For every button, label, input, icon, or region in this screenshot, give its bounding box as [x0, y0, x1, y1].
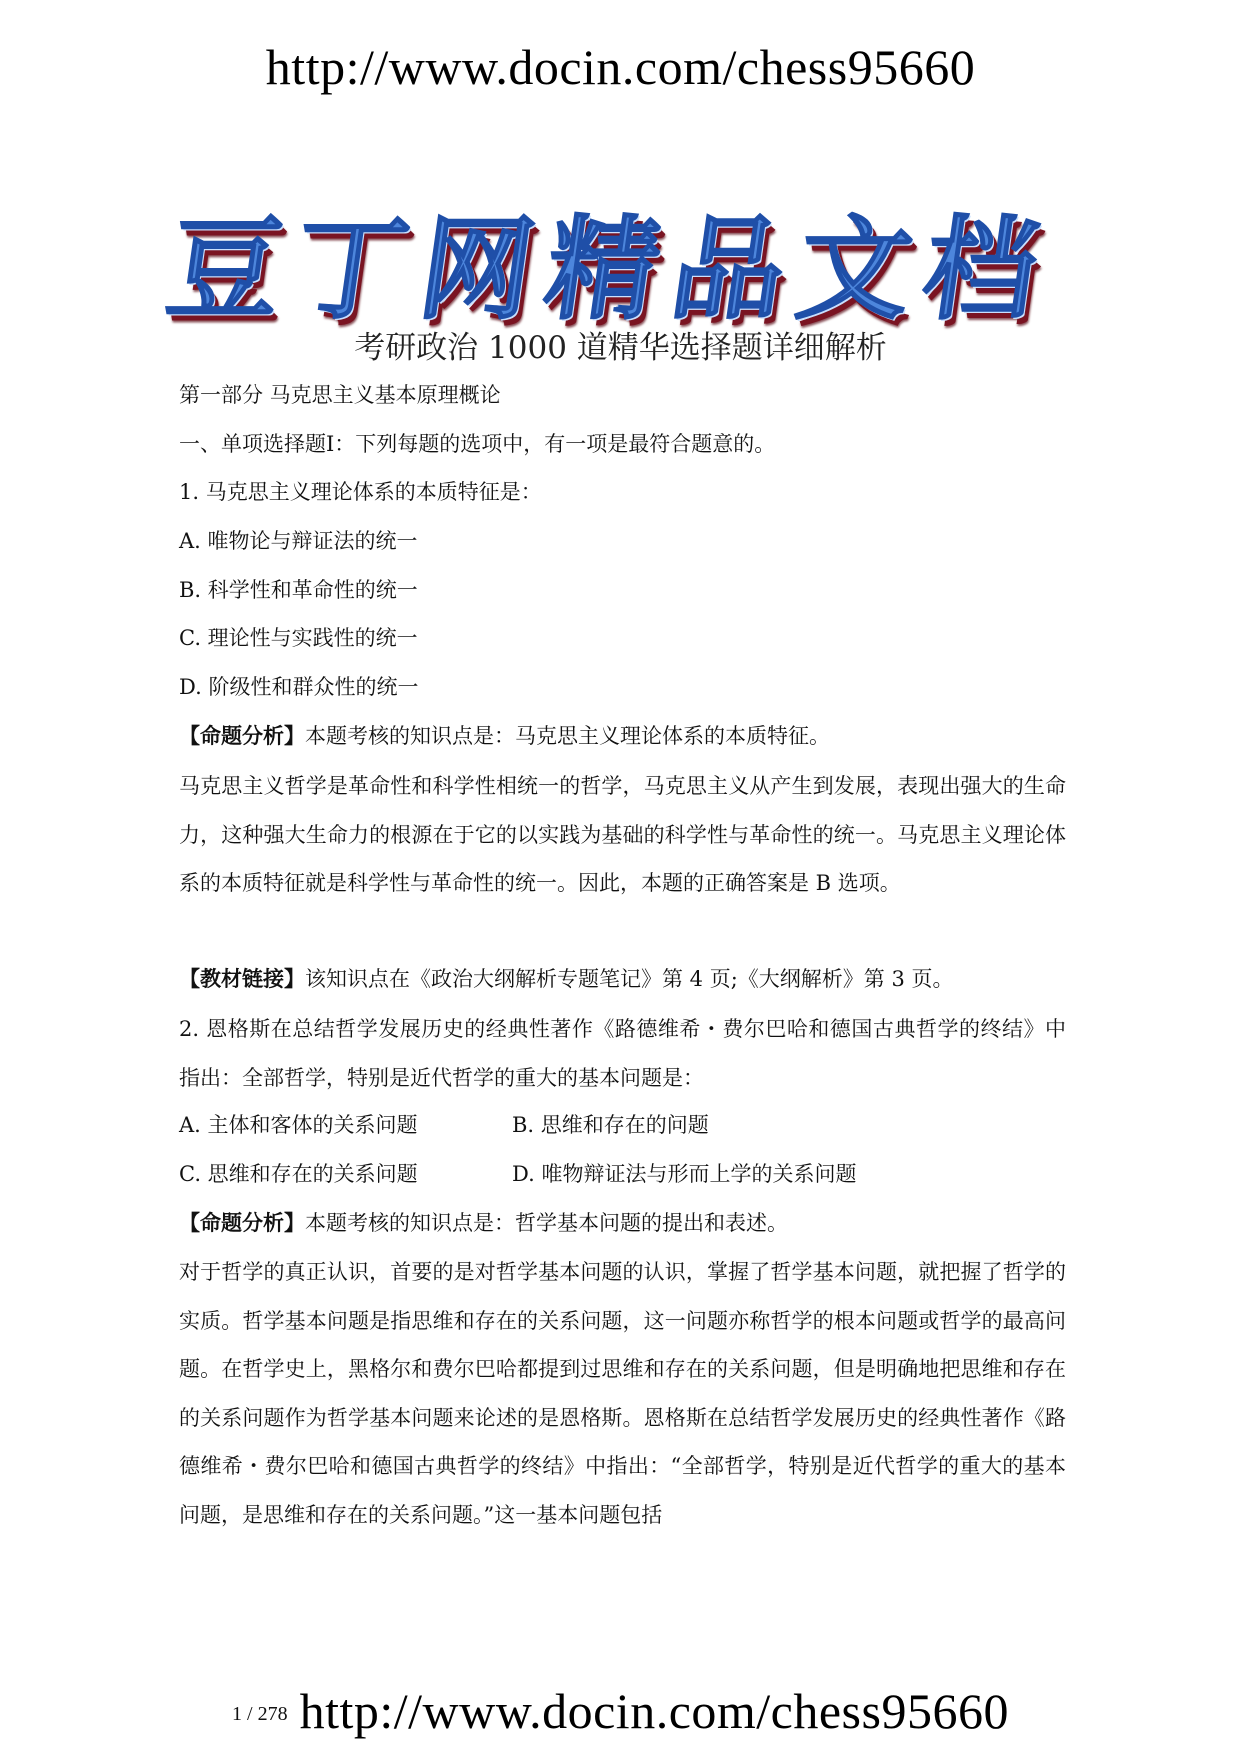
textbook-link-text: 该知识点在《政治大纲解析专题笔记》第 4 页;《大纲解析》第 3 页。	[305, 967, 954, 991]
question-1-option-a: A. 唯物论与辩证法的统一	[179, 529, 418, 553]
question-1-analysis	[179, 722, 830, 750]
banner-logo	[159, 180, 1070, 335]
question-2-options-row-1	[179, 1111, 709, 1139]
question-2-option-b: B. 思维和存在的问题	[512, 1113, 709, 1137]
analysis-tag: 【命题分析】	[179, 723, 305, 748]
question-1-option-d: D. 阶级性和群众性的统一	[179, 675, 419, 699]
document-title: 考研政治 1000 道精华选择题详细解析	[354, 330, 887, 366]
question-1-textbook-link	[179, 965, 954, 993]
question-2-options-row-2	[179, 1160, 857, 1188]
question-1-explanation: 马克思主义哲学是革命性和科学性相统一的哲学，马克思主义从产生到发展，表现出强大的生命力，这种强大生命力的根源在于它的以实践为基础的科学性与革命性的统一。马克思主义理论体系的本质特征就是科学性与革命性的统一。因此，本题的正确答案是 B 选项。	[179, 774, 1066, 896]
footer	[0, 1682, 1241, 1740]
section-heading: 一、单项选择题Ⅰ：下列每题的选项中，有一项是最符合题意的。	[179, 432, 776, 456]
part-heading: 第一部分 马克思主义基本原理概论	[179, 383, 501, 407]
textbook-link-tag: 【教材链接】	[179, 966, 305, 991]
question-2-explanation: 对于哲学的真正认识，首要的是对哲学基本问题的认识，掌握了哲学基本问题，就把握了哲学的实质。哲学基本问题是指思维和存在的关系问题，这一问题亦称哲学的根本问题或哲学的最高问题。在哲学史上，黑格尔和费尔巴哈都提到过思维和存在的关系问题，但是明确地把思维和存在的关系问题作为哲学基本问题来论述的是恩格斯。恩格斯在总结哲学发展历史的经典性著作《路德维希・费尔巴哈和德国古典哲学的终结》中指出：“全部哲学，特别是近代哲学的重大的基本问题，是思维和存在的关系问题。”这一基本问题包括	[179, 1260, 1066, 1527]
header-url: http://www.docin.com/chess95660	[265, 39, 976, 95]
question-2-analysis	[179, 1209, 788, 1237]
page-number: 1 / 278	[232, 1703, 288, 1725]
question-1-stem: 1. 马克思主义理论体系的本质特征是：	[179, 480, 542, 504]
question-2-option-a: A. 主体和客体的关系问题	[179, 1113, 418, 1137]
footer-url: http://www.docin.com/chess95660	[299, 1683, 1009, 1739]
question-2-option-d: D. 唯物辩证法与形而上学的关系问题	[512, 1162, 857, 1186]
question-2-stem: 2. 恩格斯在总结哲学发展历史的经典性著作《路德维希・费尔巴哈和德国古典哲学的终结》中指出：全部哲学，特别是近代哲学的重大的基本问题是：	[179, 1017, 1066, 1090]
question-2-option-c: C. 思维和存在的关系问题	[179, 1162, 418, 1186]
question-1-option-b: B. 科学性和革命性的统一	[179, 578, 418, 602]
analysis-text: 本题考核的知识点是：哲学基本问题的提出和表述。	[305, 1211, 788, 1235]
analysis-text: 本题考核的知识点是：马克思主义理论体系的本质特征。	[305, 724, 830, 748]
banner-text: 豆丁网精品文档	[159, 205, 1060, 335]
question-1-option-c: C. 理论性与实践性的统一	[179, 626, 418, 650]
analysis-tag: 【命题分析】	[179, 1210, 305, 1235]
